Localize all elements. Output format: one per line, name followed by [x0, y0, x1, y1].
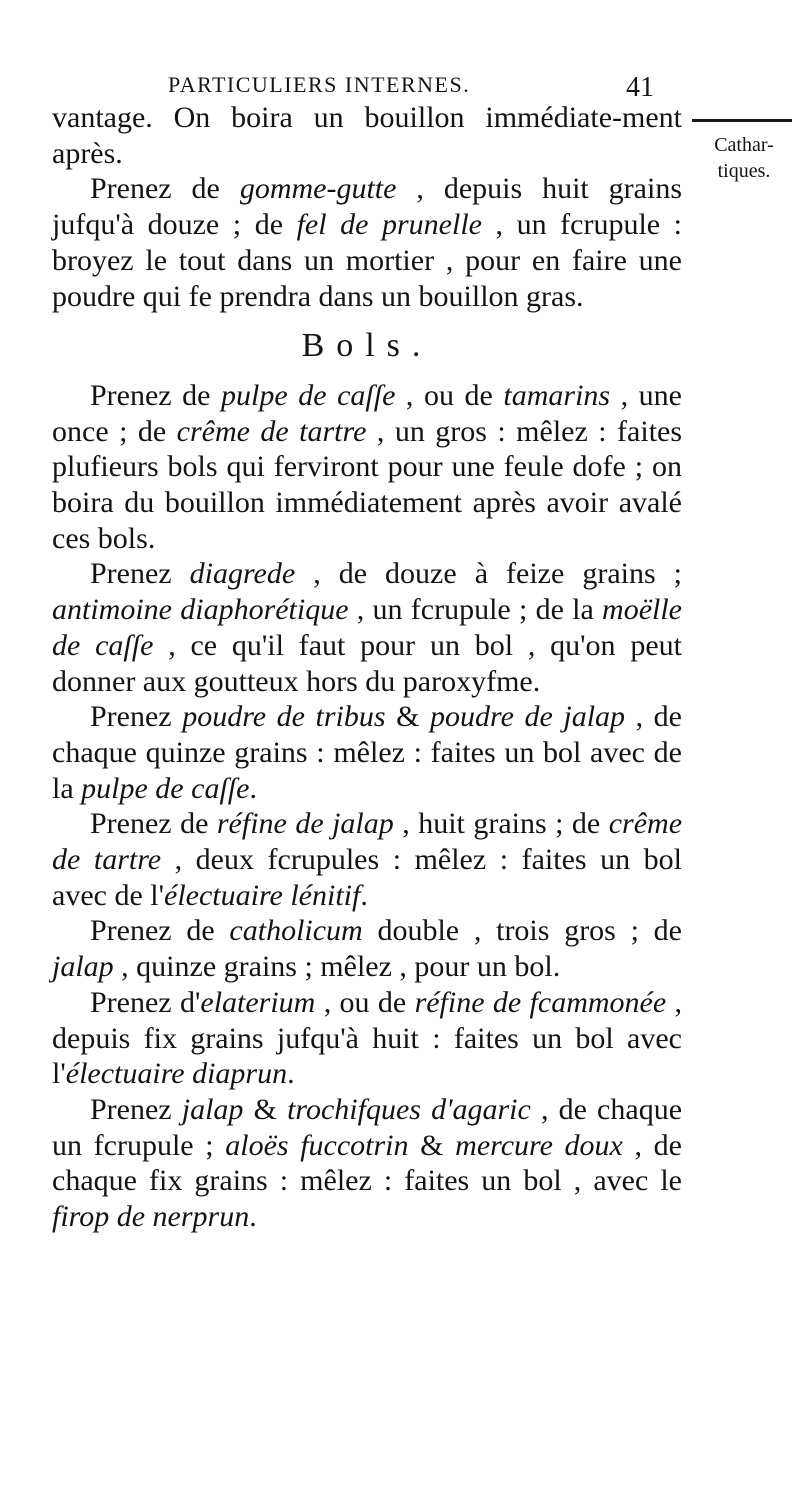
- text-run: &: [408, 1128, 456, 1162]
- paragraph-diagrede: [52, 556, 682, 699]
- text-run: double , trois gros ; de: [362, 914, 682, 948]
- text-run: Prenez: [90, 557, 190, 591]
- text-run: , de douze à feize grains ;: [295, 557, 682, 591]
- text-run: , ou de: [315, 985, 415, 1019]
- ingredient-name: catholicum: [229, 914, 363, 948]
- ingredient-name: tamarins: [503, 378, 611, 412]
- text-run: , un fcrupule ; de la: [348, 593, 603, 627]
- page-number: 41: [626, 72, 654, 103]
- ingredient-name: jalap: [181, 1092, 244, 1126]
- ingredient-name: poudre de jalap: [430, 700, 626, 734]
- text-run: .: [249, 1200, 257, 1234]
- ingredient-name: électuaire lénitif: [164, 878, 361, 912]
- text-run: Prenez: [90, 1092, 182, 1126]
- paragraph-catholicum: [52, 913, 682, 984]
- ingredient-name: pulpe de caſſe: [221, 378, 396, 412]
- text-run: vantage. On boira un bouillon immédiate-ment après.: [52, 101, 682, 170]
- text-run: , ce qu'il faut pour un bol , qu'on peut donner aux goutteux hors du paroxyfme.: [52, 628, 682, 698]
- text-run: .: [360, 878, 368, 912]
- text-run: , de chaque fix grains : mêlez : faites un bol , avec le: [52, 1128, 682, 1198]
- text-run: , quinze grains ; mêlez , pour un bol.: [113, 950, 561, 984]
- ingredient-name: mercure doux: [455, 1128, 623, 1162]
- paragraph-continuation: [52, 100, 682, 171]
- ingredient-name: antimoine diaphorétique: [52, 593, 349, 627]
- ingredient-name: réfine de fcammonée: [414, 985, 667, 1019]
- running-head: PARTICULIERS INTERNES.: [168, 72, 471, 97]
- text-run: .: [249, 771, 257, 805]
- text-run: Prenez de: [90, 914, 230, 948]
- ingredient-name: fel de prunelle: [296, 208, 482, 242]
- ingredient-name: jalap: [52, 950, 114, 984]
- ingredient-name: pulpe de caſſe: [81, 771, 250, 805]
- text-run: Prenez d': [90, 985, 201, 1019]
- text-run: , ou de: [395, 378, 504, 412]
- paragraph-resine-jalap: [52, 806, 682, 913]
- text-run: , un gros : mêlez : faites plufieurs bols qui ferviront pour une feule dofe ; on boira du bouillon immédiatement après avoir avalé ces bols.: [52, 414, 683, 555]
- text-run: &: [385, 700, 431, 734]
- ingredient-name: trochifques d'agaric: [287, 1092, 531, 1126]
- ingredient-name: crême de tartre: [176, 414, 367, 448]
- ingredient-name: crême de tartre: [52, 807, 683, 877]
- paragraph-poudre-tribus: [52, 699, 682, 806]
- ingredient-name: moëlle de caſſe: [52, 593, 682, 662]
- text-run: .: [287, 1057, 295, 1091]
- body-text: [52, 100, 682, 1235]
- margin-note: Cathar-tiques.: [714, 134, 774, 182]
- text-run: , huit grains ; de: [393, 807, 609, 841]
- ingredient-name: électuaire diaprun: [65, 1057, 288, 1091]
- text-run: , de chaque un fcrupule ;: [52, 1092, 683, 1162]
- ingredient-name: diagrede: [189, 557, 296, 591]
- ingredient-name: elaterium: [200, 985, 316, 1019]
- text-run: , de chaque quinze grains : mêlez : faites un bol avec de la: [52, 700, 682, 805]
- text-run: Prenez de: [90, 378, 222, 412]
- ingredient-name: poudre de tribus: [182, 700, 386, 734]
- paragraph-elaterium: [52, 985, 682, 1092]
- text-run: , depuis fix grains jufqu'à huit : faites un bol avec l': [52, 985, 682, 1091]
- ingredient-name: aloës fuccotrin: [225, 1128, 409, 1162]
- text-run: , deux fcrupules : mêlez : faites un bol avec de l': [52, 843, 682, 912]
- margin-rule: [692, 119, 792, 122]
- ingredient-name: gomme-gutte: [239, 172, 397, 206]
- text-run: , un fcrupule : broyez le tout dans un mortier , pour en faire une poudre qui fe prendra dans un bouillon gras.: [52, 208, 683, 313]
- text-run: Prenez de: [90, 807, 217, 841]
- paragraph-pulpe-casse: [52, 378, 682, 557]
- paragraph-jalap-trochifques: [52, 1092, 682, 1235]
- text-run: Prenez de: [90, 172, 240, 206]
- ingredient-name: réfine de jalap: [216, 807, 394, 841]
- text-run: , une once ; de: [52, 378, 682, 448]
- ingredient-name: firop de nerprun: [52, 1200, 250, 1234]
- text-run: Prenez: [90, 700, 183, 734]
- paragraph-gomme-gutte: [52, 171, 682, 314]
- section-heading: Bols.: [301, 327, 433, 365]
- text-run: &: [243, 1092, 288, 1126]
- text-run: , depuis huit grains jufqu'à douze ; de: [52, 172, 682, 242]
